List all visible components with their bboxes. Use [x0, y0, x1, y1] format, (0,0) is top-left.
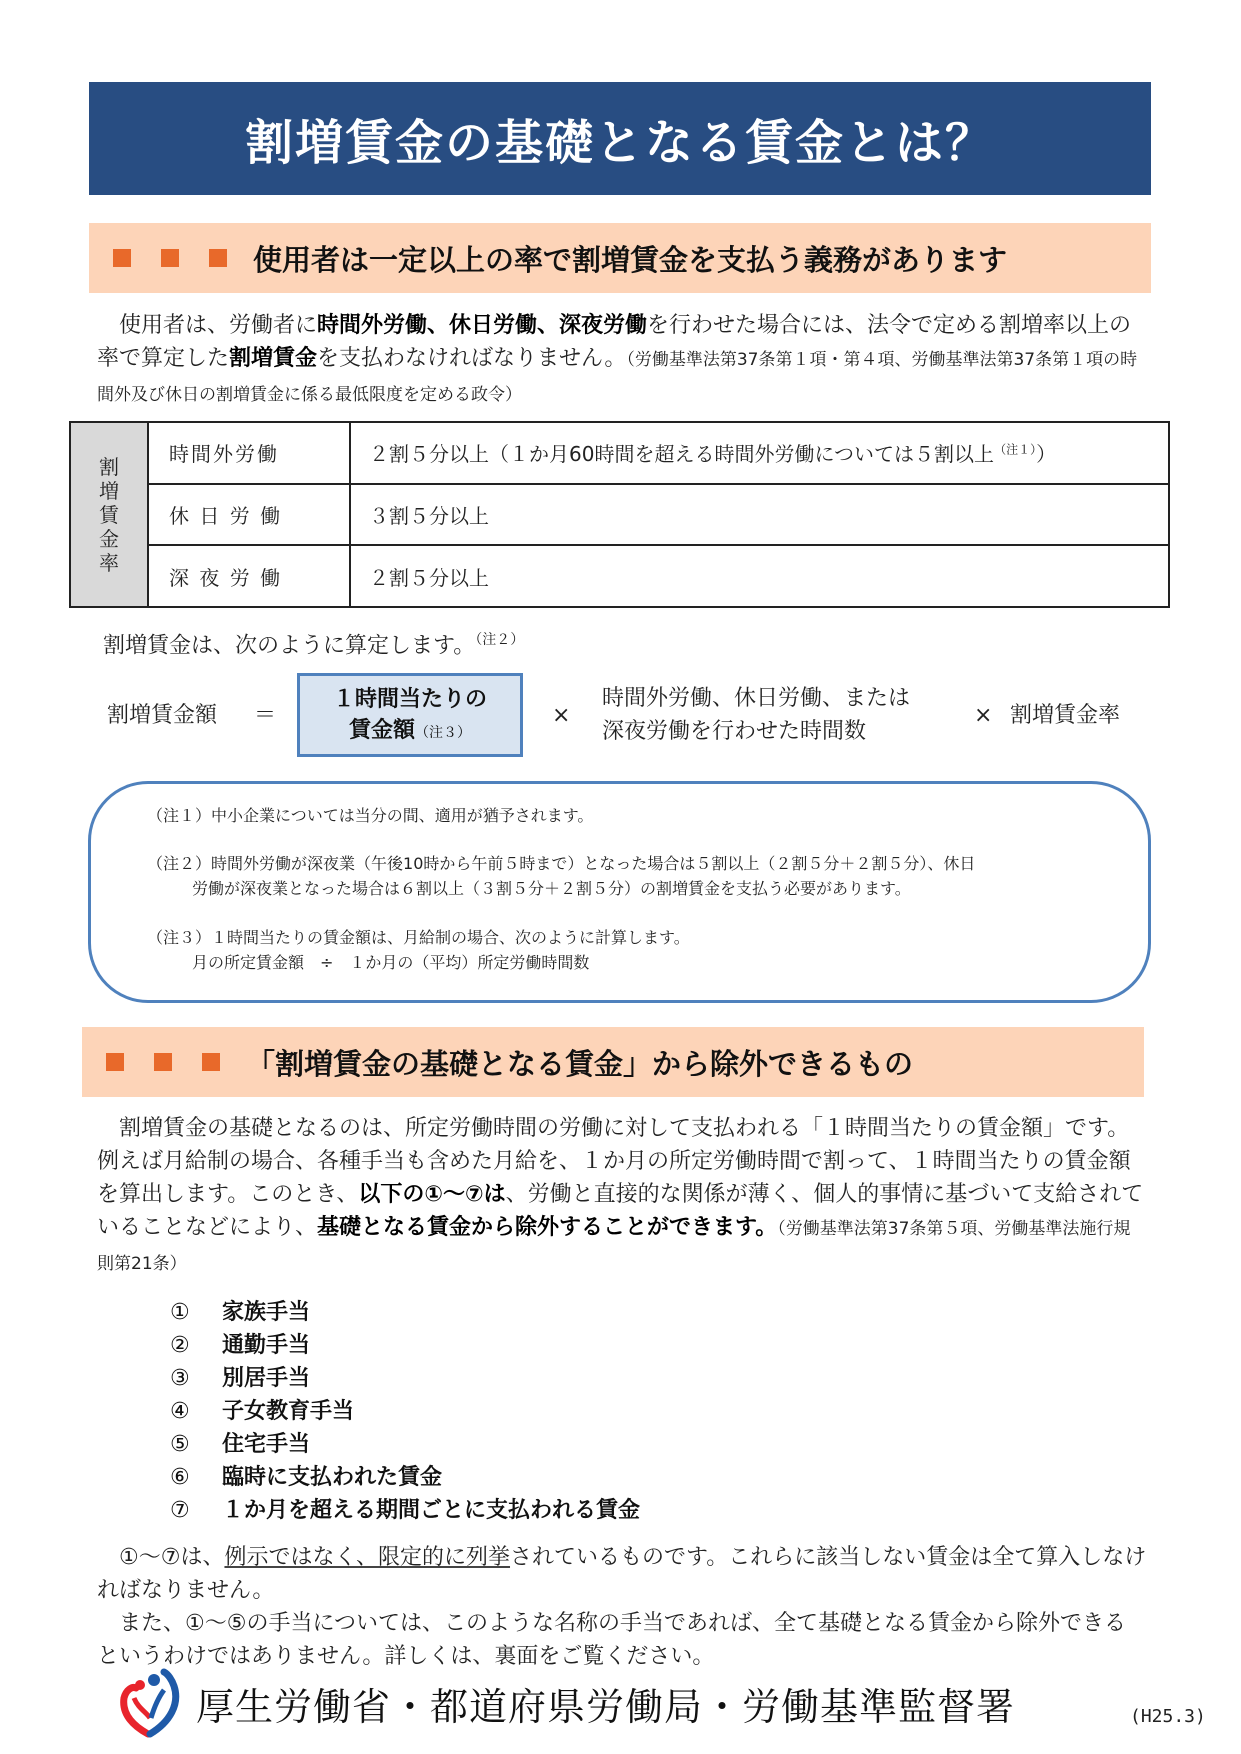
note-3-cont: 月の所定賃金額 ÷ １か月の（平均）所定労働時間数 [192, 953, 590, 972]
list-label: 住宅手当 [222, 1432, 311, 1457]
legal-reference: （労働基準法第37条第１項・第４項、労働基準法第37条第１項の時間外及び休日の割増賃金に係る最低限度を定める政令） [97, 350, 1138, 405]
list-label: 家族手当 [222, 1300, 311, 1325]
page-title-banner [89, 82, 1151, 195]
page-title: 割増賃金の基礎となる賃金とは？ [244, 115, 995, 171]
underlined-text: 例示ではなく、限定的に列挙 [224, 1545, 511, 1570]
hourly-wage-note: （注３） [415, 725, 471, 741]
formula-lhs: 割増賃金額 [107, 703, 218, 728]
issue-date: (H25.3) [1130, 1706, 1206, 1727]
legal-reference: （労働基準法第37条第５項、労働基準法施行規則第21条） [97, 1219, 1131, 1274]
bullet-square-icon [161, 249, 179, 267]
section-1-heading: 使用者は一定以上の率で割増賃金を支払う義務があります [253, 242, 1008, 277]
list-item [170, 1296, 640, 1329]
rate-value: ２割５分以上 [350, 545, 1169, 607]
para-text: を支払わなければなりません。 [317, 346, 627, 371]
para-text: を行わせた場合には、法令で定める割増率以上の率で算定した [97, 313, 1132, 371]
bullet-square-icon [154, 1053, 172, 1071]
para-text: 割増賃金の基礎となるのは、所定労働時間の労働に対して支払われる「１時間当たりの賃金額」です。例えば月給制の場合、各種手当も含めた月給を、１か月の所定労働時間で割って、１時間当たりの賃金額を算出します。このとき、 [97, 1116, 1131, 1207]
list-label: 子女教育手当 [222, 1399, 355, 1424]
list-number: ③ [170, 1366, 190, 1391]
closing-paragraph-2: また、①～⑤の手当については、このような名称の手当であれば、全て基礎となる賃金から除外できるというわけではありません。詳しくは、裏面をご覧ください。 [97, 1611, 1127, 1669]
para-bold: 時間外労働、休日労働、深夜労働 [317, 313, 648, 338]
table-row [70, 545, 1169, 607]
exclusion-list [170, 1296, 640, 1527]
rate-value-text: ２割５分以上（１か月60時間を超える時間外労働については５割以上 [369, 442, 995, 467]
list-label: 別居手当 [222, 1366, 311, 1391]
rate-note-ref: （注１） [994, 442, 1037, 457]
list-number: ② [170, 1333, 190, 1358]
rate-value-close: ） [1036, 442, 1057, 467]
para-bold: 基礎となる賃金から除外することができます。 [317, 1215, 778, 1240]
bullet-square-icon [209, 249, 227, 267]
rate-value [350, 422, 1169, 484]
rate-kind: 時間外労働 [148, 422, 350, 484]
premium-rate-table [69, 421, 1170, 608]
hourly-wage-line1: １時間当たりの [332, 687, 487, 712]
note-2 [147, 851, 975, 876]
hourly-wage-line2: 賃金額 [348, 718, 415, 743]
hourly-wage-box [297, 673, 523, 757]
list-label: 通勤手当 [222, 1333, 311, 1358]
section-1-paragraph [97, 309, 1147, 412]
list-item [170, 1428, 640, 1461]
section-2-paragraph [97, 1112, 1147, 1281]
issuing-organization: 厚生労働省・都道府県労働局・労働基準監督署 [196, 1685, 1016, 1729]
list-item [170, 1461, 640, 1494]
list-label: 臨時に支払われた賃金 [222, 1465, 443, 1490]
list-number: ⑤ [170, 1432, 190, 1457]
section-2-header [82, 1027, 1144, 1097]
calc-intro-note: （注２） [475, 632, 525, 648]
formula-times-1: × [552, 703, 571, 728]
para-bold: 割増賃金 [229, 346, 318, 371]
rate-kind: 休 日 労 働 [148, 484, 350, 546]
table-row [70, 422, 1169, 484]
calc-intro [103, 624, 524, 662]
list-item [170, 1329, 640, 1362]
formula-times-2: × [974, 703, 993, 728]
list-item [170, 1362, 640, 1395]
rate-row-header-text: 割増賃金率 [99, 454, 119, 575]
note-label: （注１） [147, 806, 212, 825]
list-number: ① [170, 1300, 190, 1325]
bullet-square-icon [106, 1053, 124, 1071]
note-label: （注２） [147, 854, 212, 873]
formula-hours-1: 時間外労働、休日労働、または [602, 686, 911, 711]
formula-hours-2: 深夜労働を行わせた時間数 [602, 719, 867, 744]
para-text: 、労働と直接的な関係が薄く、個人的事情に基づいて支給されていることなどにより、 [97, 1182, 1144, 1240]
rate-kind: 深 夜 労 働 [148, 545, 350, 607]
para-text: されているものです。これらに該当しない賃金は全て算入しなければなりません。 [97, 1545, 1147, 1603]
note-label: （注３） [147, 928, 212, 947]
section-2-heading: 「割増賃金の基礎となる賃金」から除外できるもの [246, 1046, 914, 1081]
formula-equals: ＝ [254, 703, 277, 728]
list-number: ⑥ [170, 1465, 190, 1490]
section-1-header [89, 223, 1151, 293]
rate-value: ３割５分以上 [350, 484, 1169, 546]
formula-rate: 割増賃金率 [1010, 703, 1121, 728]
list-number: ⑦ [170, 1498, 190, 1523]
note-2-cont: 労働が深夜業となった場合は６割以上（３割５分＋２割５分）の割増賃金を支払う必要があります。 [192, 879, 911, 898]
bullet-square-icon [113, 249, 131, 267]
calc-intro-text: 割増賃金は、次のように算定します。 [103, 633, 476, 659]
table-row [70, 484, 1169, 546]
rate-row-header [70, 422, 148, 607]
note-1 [147, 803, 593, 828]
list-item [170, 1395, 640, 1428]
note-3 [147, 925, 690, 950]
note-text: １時間当たりの賃金額は、月給制の場合、次のように計算します。 [211, 928, 690, 947]
list-item [170, 1494, 640, 1527]
note-text: 時間外労働が深夜業（午後10時から午前５時まで）となった場合は５割以上（２割５分＋２割５分）、休日 [211, 854, 976, 873]
closing-paragraph-1 [97, 1541, 1147, 1607]
list-label: １か月を超える期間ごとに支払われる賃金 [222, 1498, 641, 1523]
list-number: ④ [170, 1399, 190, 1424]
para-text: ①～⑦は、 [119, 1545, 225, 1570]
note-text: 中小企業については当分の間、適用が猶予されます。 [211, 806, 594, 825]
para-text: 使用者は、労働者に [119, 313, 318, 338]
para-bold: 以下の①～⑦は [358, 1182, 506, 1207]
bullet-square-icon [202, 1053, 220, 1071]
mhlw-logo-icon [120, 1668, 182, 1738]
